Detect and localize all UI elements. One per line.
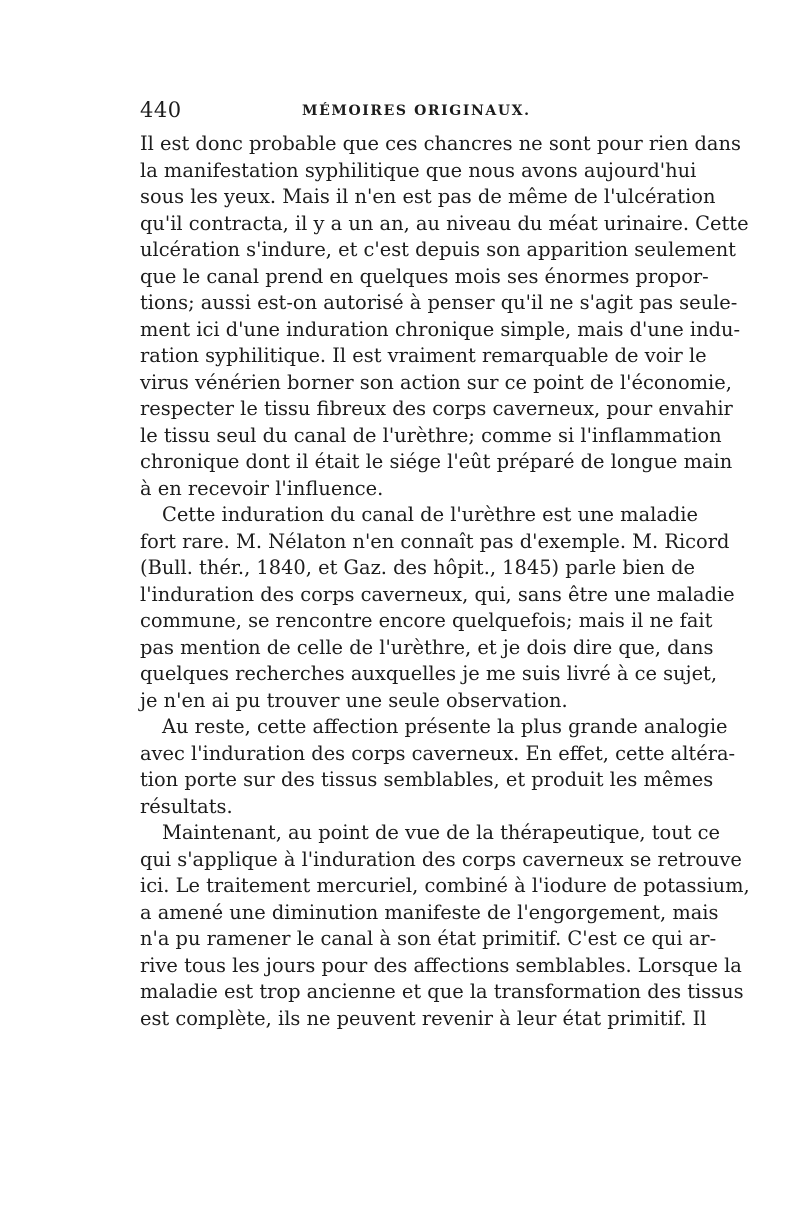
text-line: ici. Le traitement mercuriel, combiné à l'iodure de potassium, xyxy=(140,874,750,897)
text-line: pas mention de celle de l'urèthre, et je dois dire que, dans xyxy=(140,635,714,659)
text-line: qui s'applique à l'induration des corps caverneux se retrouve xyxy=(140,847,742,871)
running-title: MÉMOIRES ORIGINAUX. xyxy=(302,103,531,119)
text-line: ulcération s'indure, et c'est depuis son apparition seulement xyxy=(140,238,736,261)
text-line: Il est donc probable que ces chancres ne sont pour rien dans xyxy=(140,132,741,155)
text-line: avec l'induration des corps caverneux. En effet, cette altéra- xyxy=(140,741,736,765)
text-line: commune, se rencontre encore quelquefois; mais il ne fait xyxy=(140,609,713,632)
text-line: à en recevoir l'influence. xyxy=(140,476,384,500)
text-line: résultats. xyxy=(140,794,233,818)
text-line: rive tous les jours pour des affections semblables. Lorsque la xyxy=(140,953,742,977)
text-line: ration syphilitique. Il est vraiment remarquable de voir le xyxy=(140,344,707,367)
text-line: tions; aussi est-on autorisé à penser qu'il ne s'agit pas seule- xyxy=(140,291,738,314)
text-line: fort rare. M. Nélaton n'en connaît pas d'exemple. M. Ricord xyxy=(140,529,730,553)
text-line: Maintenant, au point de vue de la thérapeutique, tout ce xyxy=(162,821,720,844)
text-line: je n'en ai pu trouver une seule observation. xyxy=(140,688,568,712)
text-line: le tissu seul du canal de l'urèthre; comme si l'inflammation xyxy=(140,423,722,447)
text-line: sous les yeux. Mais il n'en est pas de même de l'ulcération xyxy=(140,185,716,208)
text-line: la manifestation syphilitique que nous avons aujourd'hui xyxy=(140,158,697,182)
text-line: chronique dont il était le siége l'eût préparé de longue main xyxy=(140,450,733,473)
text-line: est complète, ils ne peuvent revenir à leur état primitif. Il xyxy=(140,1006,707,1030)
text-line: l'induration des corps caverneux, qui, sans être une maladie xyxy=(140,582,735,606)
text-line: ment ici d'une induration chronique simple, mais d'une indu- xyxy=(140,317,741,341)
page-number: 440 xyxy=(140,98,182,122)
text-line: que le canal prend en quelques mois ses énormes propor- xyxy=(140,264,709,288)
text-line: qu'il contracta, il y a un an, au niveau du méat urinaire. Cette xyxy=(140,211,749,235)
text-line: maladie est trop ancienne et que la transformation des tissus xyxy=(140,980,744,1003)
text-line: virus vénérien borner son action sur ce point de l'économie, xyxy=(140,370,732,394)
text-line: (Bull. thér., 1840, et Gaz. des hôpit., 1845) parle bien de xyxy=(140,556,695,579)
text-line: n'a pu ramener le canal à son état primitif. C'est ce qui ar- xyxy=(140,927,717,950)
text-line: quelques recherches auxquelles je me suis livré à ce sujet, xyxy=(140,662,718,685)
text-line: Cette induration du canal de l'urèthre est une maladie xyxy=(162,503,698,526)
text-line: respecter le tissu fibreux des corps caverneux, pour envahir xyxy=(140,397,733,420)
page-header xyxy=(140,97,670,123)
body-text xyxy=(140,131,750,1032)
text-line: a amené une diminution manifeste de l'engorgement, mais xyxy=(140,900,719,924)
text-line: tion porte sur des tissus semblables, et produit les mêmes xyxy=(140,768,714,791)
text-line: Au reste, cette affection présente la plus grande analogie xyxy=(162,715,728,738)
